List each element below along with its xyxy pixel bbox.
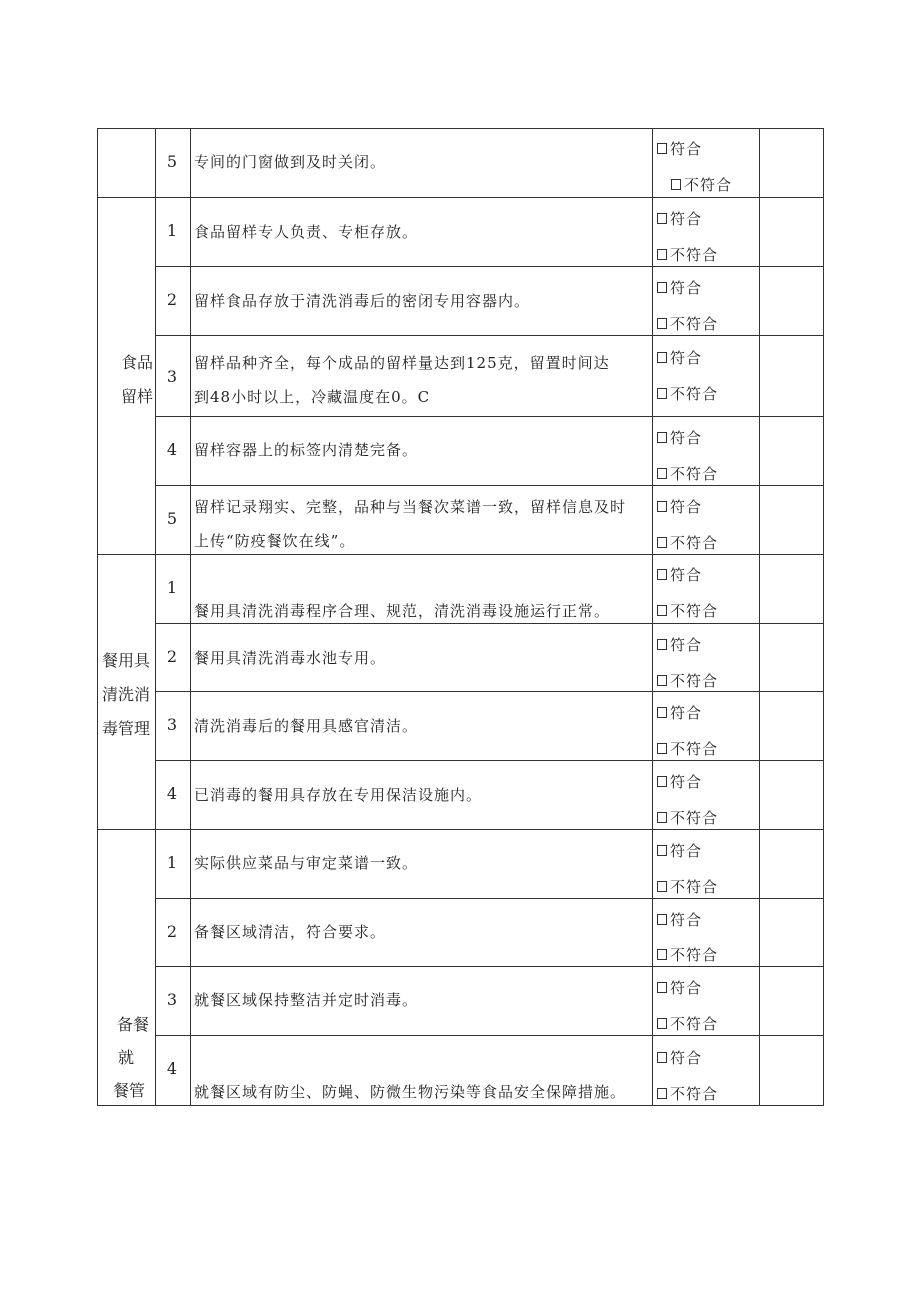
- table-border-top: [97, 128, 824, 129]
- option-label: 不符合: [684, 176, 733, 194]
- checkbox-icon[interactable]: [657, 982, 667, 993]
- option-label: 符合: [670, 566, 703, 584]
- item-requirement: [194, 778, 654, 812]
- option-label: 不符合: [670, 809, 719, 827]
- pass-checkbox[interactable]: [657, 634, 702, 655]
- checkbox-icon[interactable]: [657, 776, 667, 787]
- category-line: 留样: [120, 387, 153, 406]
- item-requirement: [194, 490, 654, 558]
- pass-checkbox[interactable]: [657, 1047, 702, 1068]
- category-line: 清洗消: [101, 685, 150, 704]
- section-divider: [97, 829, 824, 830]
- option-label: 符合: [670, 279, 703, 297]
- option-label: 符合: [670, 842, 703, 860]
- option-label: 符合: [670, 911, 703, 929]
- pass-checkbox[interactable]: [657, 347, 702, 368]
- checkbox-icon[interactable]: [657, 501, 667, 512]
- fail-checkbox[interactable]: [657, 944, 718, 965]
- requirement-line: 上传“防疫餐饮在线”。: [194, 532, 356, 550]
- checkbox-icon[interactable]: [657, 812, 667, 823]
- table-border-left: [97, 128, 98, 1106]
- item-number: 3: [166, 715, 178, 734]
- item-requirement: [194, 215, 654, 249]
- item-number: 3: [166, 990, 178, 1009]
- item-requirement: [194, 145, 654, 179]
- section-divider: [97, 197, 824, 198]
- option-label: 符合: [670, 773, 703, 791]
- option-label: 符合: [670, 979, 703, 997]
- checkbox-icon[interactable]: [657, 1052, 667, 1063]
- checkbox-icon[interactable]: [657, 213, 667, 224]
- fail-checkbox[interactable]: [657, 1013, 718, 1034]
- option-label: 不符合: [670, 385, 719, 403]
- pass-checkbox[interactable]: [657, 771, 702, 792]
- option-label: 不符合: [670, 946, 719, 964]
- option-label: 不符合: [670, 602, 719, 620]
- requirement-line: 已消毒的餐用具存放在专用保洁设施内。: [194, 786, 483, 804]
- item-number: 4: [166, 784, 178, 803]
- item-requirement: [194, 915, 654, 949]
- pass-checkbox[interactable]: [657, 427, 702, 448]
- pass-checkbox[interactable]: [657, 208, 702, 229]
- fail-checkbox[interactable]: [671, 174, 732, 195]
- item-number: 4: [166, 440, 178, 459]
- option-label: 符合: [670, 498, 703, 516]
- column-divider: [190, 128, 191, 1106]
- requirement-line: 实际供应菜品与审定菜谱一致。: [194, 854, 419, 872]
- checkbox-icon[interactable]: [657, 432, 667, 443]
- checkbox-icon[interactable]: [657, 949, 667, 960]
- item-number: 5: [166, 509, 178, 528]
- checkbox-icon[interactable]: [671, 179, 681, 190]
- pass-checkbox[interactable]: [657, 840, 702, 861]
- pass-checkbox[interactable]: [657, 702, 702, 723]
- row-divider: [155, 335, 824, 336]
- fail-checkbox[interactable]: [657, 463, 718, 484]
- category-line: 食品: [120, 353, 153, 372]
- requirement-line: 餐用具清洗消毒水池专用。: [194, 649, 387, 667]
- item-number: 2: [166, 922, 178, 941]
- fail-checkbox[interactable]: [657, 532, 718, 553]
- category-tableware: [97, 644, 155, 746]
- item-number: 4: [166, 1059, 178, 1078]
- option-label: 符合: [670, 429, 703, 447]
- category-line: 就: [117, 1048, 134, 1067]
- fail-checkbox[interactable]: [657, 876, 718, 897]
- item-requirement: [194, 346, 654, 414]
- pass-checkbox[interactable]: [657, 277, 702, 298]
- requirement-line: 留样容器上的标签内清楚完备。: [194, 441, 419, 459]
- category-line: 备餐: [116, 1015, 149, 1034]
- checkbox-icon[interactable]: [657, 143, 667, 154]
- option-label: 不符合: [670, 1085, 719, 1103]
- fail-checkbox[interactable]: [657, 244, 718, 265]
- row-divider: [155, 966, 824, 967]
- category-line: 餐管: [112, 1081, 145, 1100]
- fail-checkbox[interactable]: [657, 383, 718, 404]
- checkbox-icon[interactable]: [657, 639, 667, 650]
- requirement-line: 留样记录翔实、完整，品种与当餐次菜谱一致，留样信息及时: [194, 498, 627, 516]
- pass-checkbox[interactable]: [657, 496, 702, 517]
- row-divider: [155, 760, 824, 761]
- item-number: 1: [166, 578, 178, 597]
- checkbox-icon[interactable]: [657, 914, 667, 925]
- item-requirement: [194, 641, 654, 675]
- option-label: 符合: [670, 349, 703, 367]
- option-label: 不符合: [670, 672, 719, 690]
- item-requirement: [194, 284, 654, 318]
- fail-checkbox[interactable]: [657, 1083, 718, 1104]
- category-sample: [97, 346, 155, 414]
- fail-checkbox[interactable]: [657, 670, 718, 691]
- category-line: 餐用具: [101, 651, 150, 670]
- checkbox-icon[interactable]: [657, 249, 667, 260]
- option-label: 符合: [670, 210, 703, 228]
- requirement-line: 食品留样专人负责、专柜存放。: [194, 223, 419, 241]
- row-divider: [155, 691, 824, 692]
- item-number: 1: [166, 853, 178, 872]
- item-number: 2: [166, 647, 178, 666]
- fail-checkbox[interactable]: [657, 738, 718, 759]
- checkbox-icon[interactable]: [657, 1018, 667, 1029]
- checkbox-icon[interactable]: [657, 388, 667, 399]
- option-label: 不符合: [670, 878, 719, 896]
- inspection-table: [97, 128, 824, 1106]
- option-label: 不符合: [670, 465, 719, 483]
- category-line: 毒管理: [101, 719, 150, 738]
- checkbox-icon[interactable]: [657, 569, 667, 580]
- item-requirement: [194, 846, 654, 880]
- option-label: 不符合: [670, 740, 719, 758]
- requirement-line: 留样食品存放于清洗消毒后的密闭专用容器内。: [194, 292, 531, 310]
- option-label: 符合: [670, 1049, 703, 1067]
- column-divider: [759, 128, 760, 1106]
- row-divider: [155, 416, 824, 417]
- item-requirement: [194, 1075, 654, 1109]
- option-label: 不符合: [670, 315, 719, 333]
- checkbox-icon[interactable]: [657, 537, 667, 548]
- checkbox-icon[interactable]: [657, 318, 667, 329]
- requirement-line: 专间的门窗做到及时关闭。: [194, 153, 387, 171]
- table-border-right: [823, 128, 824, 1106]
- requirement-line: 清洗消毒后的餐用具感官清洁。: [194, 717, 419, 735]
- row-divider: [155, 898, 824, 899]
- option-label: 不符合: [670, 1015, 719, 1033]
- option-label: 不符合: [670, 534, 719, 552]
- requirement-line: 留样品种齐全，每个成品的留样量达到125克，留置时间达: [194, 354, 610, 372]
- row-divider: [155, 1035, 824, 1036]
- checkbox-icon[interactable]: [657, 468, 667, 479]
- item-number: 3: [166, 367, 178, 386]
- row-divider: [155, 266, 824, 267]
- column-divider: [155, 128, 156, 1106]
- requirement-line: 就餐区域有防尘、防蝇、防微生物污染等食品安全保障措施。: [194, 1083, 627, 1101]
- requirement-line: 餐用具清洗消毒程序合理、规范，清洗消毒设施运行正常。: [194, 602, 611, 620]
- checkbox-icon[interactable]: [657, 845, 667, 856]
- item-number: 5: [166, 152, 178, 171]
- item-requirement: [194, 709, 654, 743]
- pass-checkbox[interactable]: [657, 564, 702, 585]
- item-number: 1: [166, 221, 178, 240]
- option-label: 符合: [670, 140, 703, 158]
- pass-checkbox[interactable]: [657, 909, 702, 930]
- checkbox-icon[interactable]: [657, 1088, 667, 1099]
- option-label: 不符合: [670, 246, 719, 264]
- option-label: 符合: [670, 636, 703, 654]
- requirement-line: 就餐区域保持整洁并定时消毒。: [194, 991, 419, 1009]
- fail-checkbox[interactable]: [657, 313, 718, 334]
- option-label: 符合: [670, 704, 703, 722]
- checkbox-icon[interactable]: [657, 743, 667, 754]
- checkbox-icon[interactable]: [657, 352, 667, 363]
- checkbox-icon[interactable]: [657, 282, 667, 293]
- fail-checkbox[interactable]: [657, 807, 718, 828]
- checkbox-icon[interactable]: [657, 707, 667, 718]
- requirement-line: 备餐区域清洁，符合要求。: [194, 923, 387, 941]
- pass-checkbox[interactable]: [657, 977, 702, 998]
- item-requirement: [194, 594, 654, 628]
- category-serving: [97, 1008, 155, 1107]
- checkbox-icon[interactable]: [657, 675, 667, 686]
- pass-checkbox[interactable]: [657, 138, 702, 159]
- checkbox-icon[interactable]: [657, 881, 667, 892]
- checkbox-icon[interactable]: [657, 605, 667, 616]
- requirement-line: 到48小时以上，冷藏温度在0。C: [194, 388, 431, 406]
- item-number: 2: [166, 290, 178, 309]
- fail-checkbox[interactable]: [657, 600, 718, 621]
- item-requirement: [194, 433, 654, 467]
- item-requirement: [194, 983, 654, 1017]
- row-divider: [155, 485, 824, 486]
